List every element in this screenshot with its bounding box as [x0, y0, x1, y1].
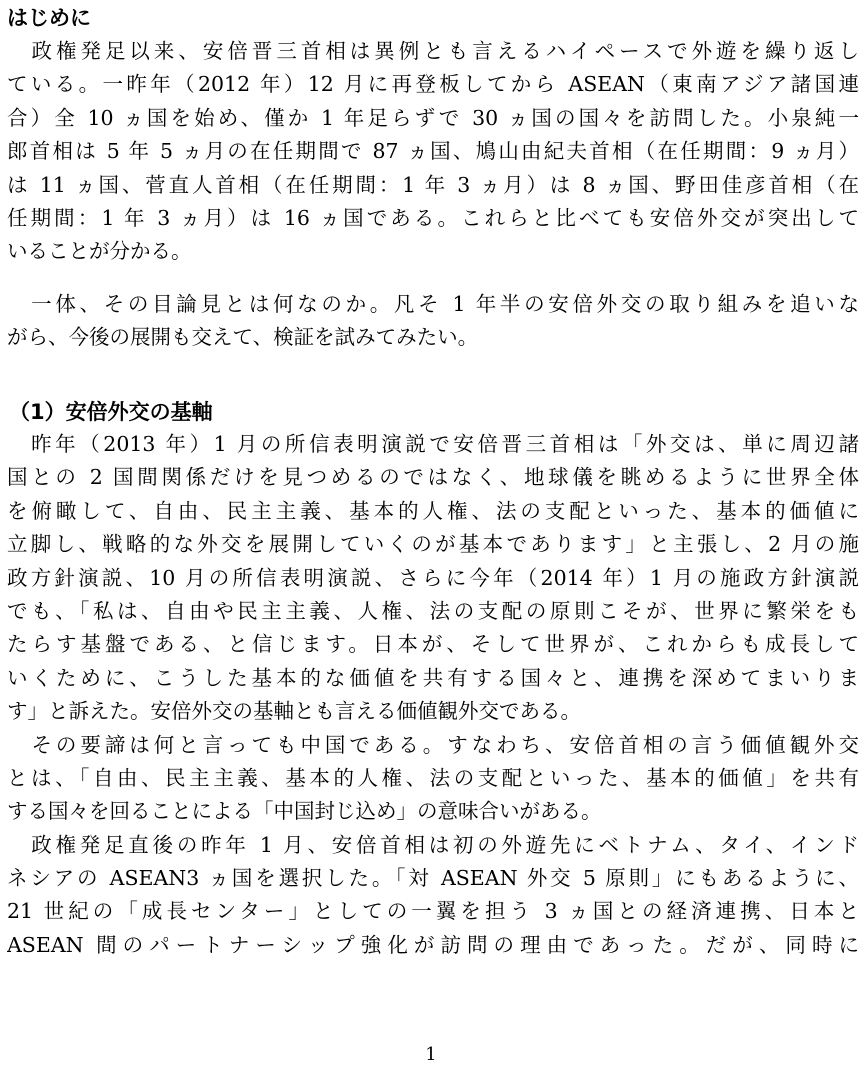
section-heading-introduction: はじめに: [7, 6, 91, 30]
text-line: 政権発足以来、安倍晋三首相は異例とも言えるハイペースで外遊を繰り返し: [7, 39, 859, 63]
text-line: 任期間：1 年 3 ヵ月）は 16 ヵ国である。これらと比べても安倍外交が突出して: [7, 205, 859, 230]
text-line: 郎首相は 5 年 5 ヵ月の在任期間で 87 ヵ国、鳩山由紀夫首相（在任期間：9 ヵ月）: [7, 139, 859, 164]
text-line: でも、「私は、自由や民主主義、人権、法の支配の原則こそが、世界に繁栄をも: [7, 598, 859, 623]
text-line: を俯瞰して、自由、民主主義、基本的人権、法の支配といった、基本的価値に: [7, 498, 859, 523]
text-line: 国との 2 国間関係だけを見つめるのではなく、地球儀を眺めるように世界全体: [7, 465, 859, 490]
section-heading-abe-diplomacy-axis: （1）安倍外交の基軸: [9, 400, 213, 424]
text-line: いることが分かる。: [7, 239, 192, 264]
text-line: 合）全 10 ヵ国を始め、僅か 1 年足らずで 30 ヵ国の国々を訪問した。小泉純一: [7, 105, 859, 130]
text-line: いくために、こうした基本的な価値を共有する国々と、連携を深めてまいりま: [7, 665, 859, 690]
text-line: 政権発足直後の昨年 1 月、安倍首相は初の外遊先にベトナム、タイ、インド: [7, 832, 859, 857]
text-line: ASEAN 間のパートナーシップ強化が訪問の理由であった。だが、同時に: [7, 932, 859, 957]
text-line: 昨年（2013 年）1 月の所信表明演説で安倍晋三首相は「外交は、単に周辺諸: [7, 432, 859, 456]
text-line: たらす基盤である、と信じます。日本が、そして世界が、これからも成長して: [7, 632, 859, 657]
text-line: 政方針演説、10 月の所信表明演説、さらに今年（2014 年）1 月の施政方針演説: [7, 565, 859, 590]
paragraph-abe-diplomacy: [7, 428, 859, 962]
text-line: は 11 ヵ国、菅直人首相（在任期間：1 年 3 ヵ月）は 8 ヵ国、野田佳彦首相（在: [7, 172, 859, 197]
text-line: する国々を回ることによる「中国封じ込め」の意味合いがある。: [7, 799, 602, 824]
text-line: 立脚し、戦略的な外交を展開していくのが基本であります」と主張し、2 月の施: [7, 532, 859, 557]
page-number: 1: [425, 1044, 437, 1065]
paragraph-introduction: [7, 35, 859, 269]
text-line: 21 世紀の「成長センター」としての一翼を担う 3 ヵ国との経済連携、日本と: [7, 899, 859, 924]
paragraph-purpose: [7, 288, 859, 355]
text-line: とは、「自由、民主主義、基本的人権、法の支配といった、基本的価値」を共有: [7, 765, 859, 790]
text-line: 一体、その目論見とは何なのか。凡そ 1 年半の安倍外交の取り組みを追いな: [7, 292, 859, 316]
text-line: ネシアの ASEAN3 ヵ国を選択した。「対 ASEAN 外交 5 原則」にもあるように、: [7, 866, 859, 891]
text-line: その要諦は何と言っても中国である。すなわち、安倍首相の言う価値観外交: [7, 732, 859, 757]
text-line: がら、今後の展開も交えて、検証を試みてみたい。: [7, 325, 479, 350]
text-line: ている。一昨年（2012 年）12 月に再登板してから ASEAN（東南アジア諸国連: [7, 72, 859, 97]
text-line: す」と訴えた。安倍外交の基軸とも言える価値観外交である。: [7, 699, 581, 724]
